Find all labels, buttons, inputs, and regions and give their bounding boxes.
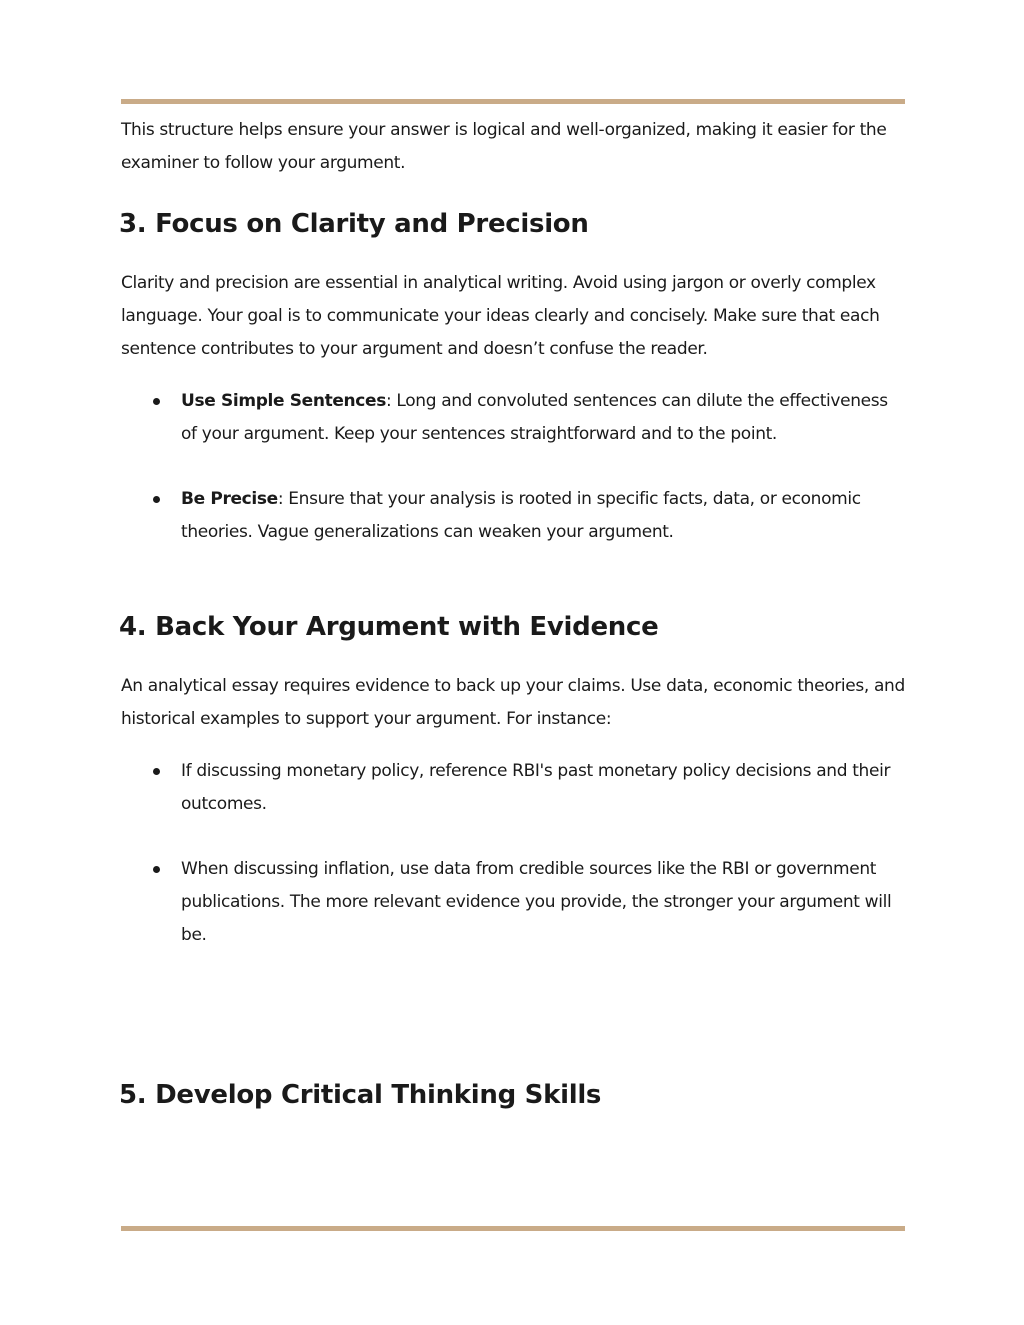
bullet-term: Use Simple Sentences — [181, 391, 386, 411]
section-4-paragraph: An analytical essay requires evidence to back up your claims. Use data, economic theories, and historical examples to support your argument. For instance: — [121, 676, 905, 729]
bottom-divider — [121, 1226, 905, 1231]
section-3-heading: 3. Focus on Clarity and Precision — [119, 209, 589, 239]
bullet-text: When discussing inflation, use data from credible sources like the RBI or government publications. The more relevant evidence you provide, the stronger your argument will be. — [181, 859, 892, 945]
section-4-list — [121, 755, 911, 952]
list-item — [121, 385, 903, 451]
bullet-text: : Ensure that your analysis is rooted in specific facts, data, or economic theories. Vague generalizations can weaken your argument. — [181, 489, 861, 542]
bullet-text: If discussing monetary policy, reference RBI's past monetary policy decisions and their outcomes. — [181, 761, 891, 814]
page-content — [121, 114, 911, 1113]
bullet-term: Be Precise — [181, 489, 278, 509]
section-3-paragraph: Clarity and precision are essential in analytical writing. Avoid using jargon or overly complex language. Your goal is to communicate your ideas clearly and concisely. Make sure that each sentence contributes to your argument and doesn’t confuse the reader. — [121, 273, 880, 359]
top-divider — [121, 99, 905, 104]
section-3-list — [121, 385, 911, 549]
list-item — [121, 483, 903, 549]
section-4-heading: 4. Back Your Argument with Evidence — [119, 612, 659, 642]
intro-paragraph: This structure helps ensure your answer is logical and well-organized, making it easier for the examiner to follow your argument. — [121, 120, 887, 173]
section-5-heading: 5. Develop Critical Thinking Skills — [119, 1080, 602, 1110]
list-item — [121, 755, 903, 821]
bullet-text: : Long and convoluted sentences can dilute the effectiveness of your argument. Keep your sentences straightforward and to the point. — [181, 391, 888, 444]
list-item — [121, 853, 903, 952]
